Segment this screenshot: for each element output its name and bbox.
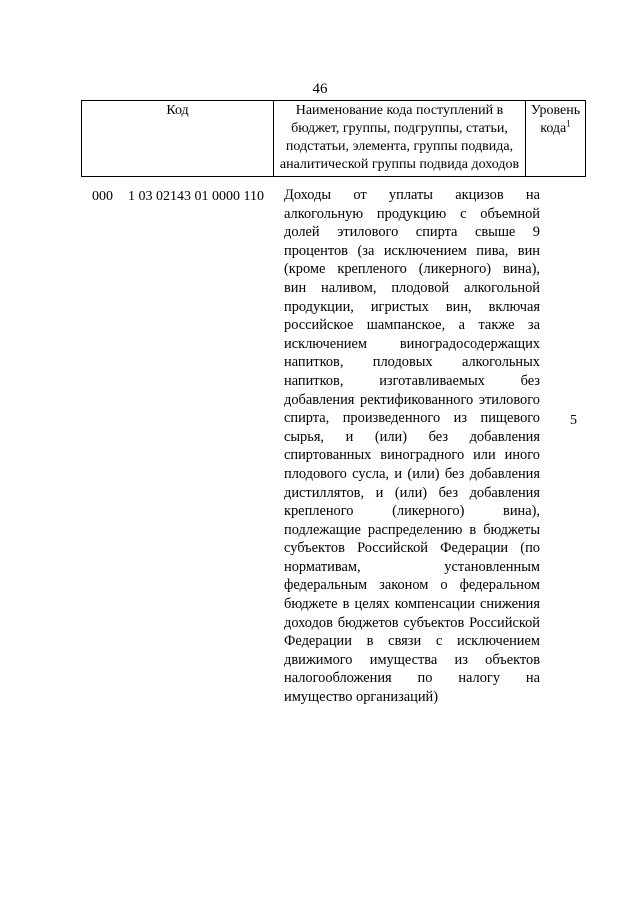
income-description: Доходы от уплаты акцизов на алкогольную продукцию с объемной долей этилового спирта свыше 9 процентов (за исключением пива, вин (кроме крепленого (ликерного) вина), вин наливом, плодовой алкогольной продукции, игристых вин, включая российское шампанское, а также за исключением виноградосодержащих напитков, плодовых алкогольных напитков, изготавливаемых без добавления ректификованного этилового спирта, произведенного из пищевого сырья, и (или) без добавления спиртованных виноградного или иного плодового сусла, и (или) без добавления дистиллятов, и (или) без добавления крепленого (ликерного) вина), подлежащие распределению в бюджеты субъектов Российской Федерации (по нормативам, установленным федеральным законом о федеральном бюджете в целях компенсации снижения доходов бюджетов субъектов Российской Федерации в связи с исключением движимого имущества из объектов налогообложения по налогу на имущество организаций) [284, 187, 540, 706]
header-cell-name [274, 101, 526, 177]
header-cell-code [82, 101, 274, 177]
income-code: 1 03 02143 01 0000 110 [128, 189, 264, 204]
header-cell-level [526, 101, 586, 177]
table-header-row [82, 101, 586, 177]
footnote-marker: 1 [566, 118, 571, 129]
code-level: 5 [570, 413, 577, 428]
page-number: 46 [312, 81, 328, 97]
header-code-label: Код [166, 103, 189, 118]
table-header [81, 100, 586, 177]
header-level-label: Уровень кода [530, 103, 581, 136]
header-name-label: Наименование кода поступлений в бюджет, группы, подгруппы, статьи, подстатьи, элемента, группы подвида, аналитической группы подвида доходов [279, 103, 520, 172]
admin-code: 000 [92, 189, 113, 204]
